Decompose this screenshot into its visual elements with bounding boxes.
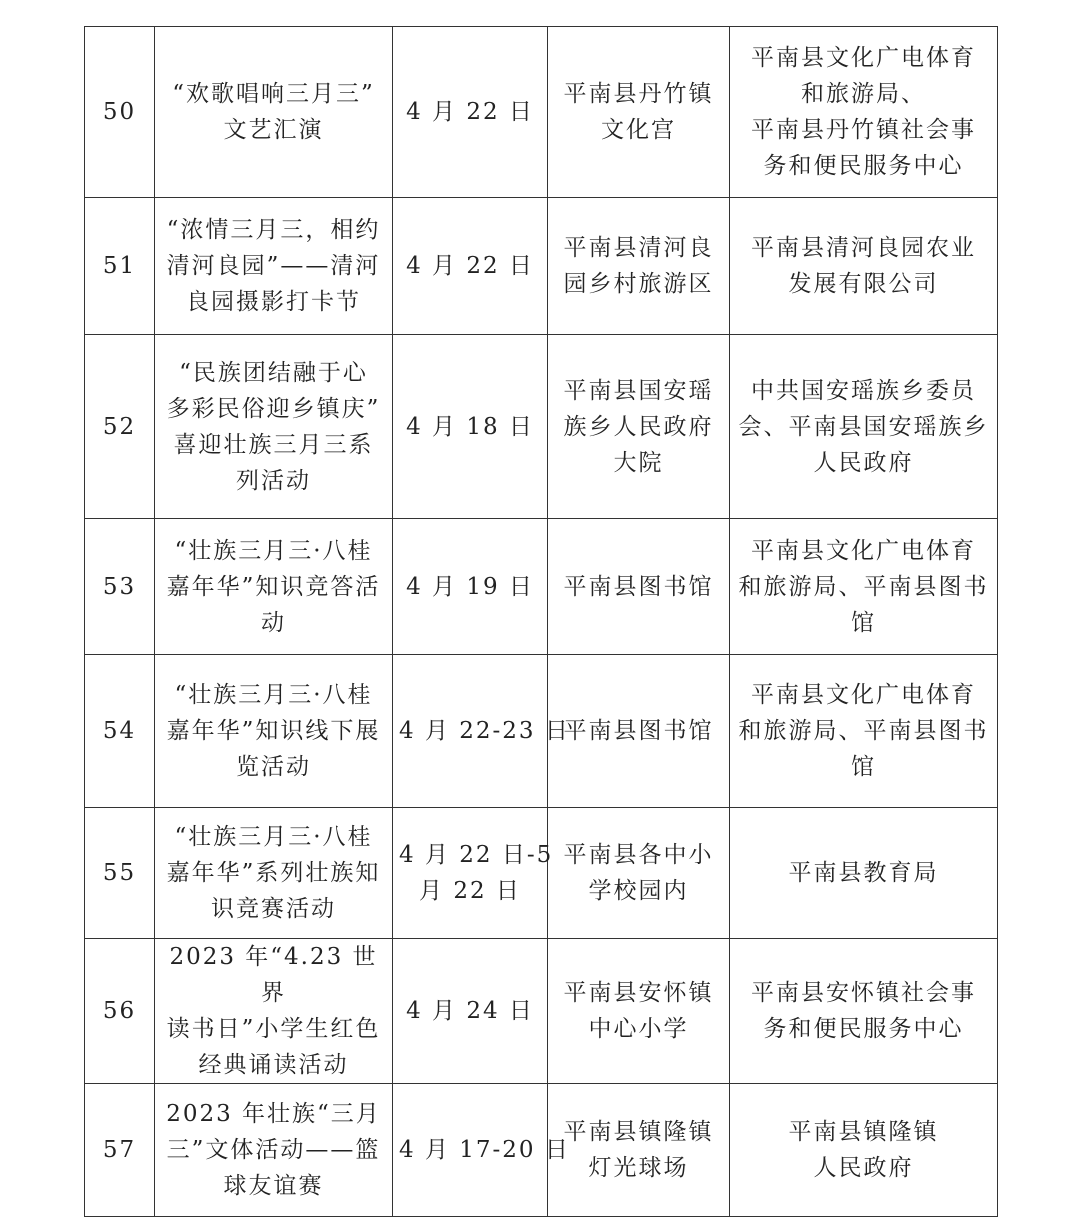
event-name-cell-line: 览活动 <box>236 754 311 780</box>
event-venue-cell-line: 平南县安怀镇 <box>563 980 714 1006</box>
event-date-cell-line: 4 月 18 日 <box>406 413 534 440</box>
event-venue-cell-line: 平南县图书馆 <box>563 573 714 600</box>
event-name-cell-line: 文艺汇演 <box>223 117 324 143</box>
table-row <box>85 1084 998 1217</box>
table-row <box>85 198 998 335</box>
row-number: 50 <box>85 27 155 198</box>
event-name-cell <box>155 335 393 519</box>
event-date-cell-line: 4 月 24 日 <box>406 998 534 1024</box>
event-organizer-cell-line: 和旅游局、平南县图书 <box>738 573 989 600</box>
event-name-cell-line: 经典诵读活动 <box>198 1052 349 1078</box>
event-venue-cell-line: 平南县丹竹镇 <box>563 81 714 107</box>
event-name-cell <box>155 939 393 1084</box>
event-organizer-cell-line: 馆 <box>851 609 876 636</box>
event-date-cell-line: 4 月 22-23 日 <box>399 718 570 744</box>
event-name-cell-line: 嘉年华”系列壮族知 <box>166 860 381 886</box>
table-row <box>85 939 998 1084</box>
row-number: 54 <box>85 655 155 808</box>
event-name-cell-line: 识竞赛活动 <box>211 896 336 922</box>
event-date-cell-line: 月 22 日 <box>419 878 521 904</box>
event-organizer-cell-line: 平南县丹竹镇社会事 <box>751 117 976 143</box>
event-organizer-cell-line: 平南县教育局 <box>788 860 939 886</box>
event-organizer-cell <box>730 198 998 335</box>
event-organizer-cell <box>730 939 998 1084</box>
event-date-cell <box>393 27 548 198</box>
event-venue-cell-line: 平南县国安瑶 <box>563 377 714 404</box>
event-venue-cell-line: 平南县图书馆 <box>563 718 714 744</box>
event-date-cell <box>393 939 548 1084</box>
event-date-cell-line: 4 月 22 日 <box>406 99 534 125</box>
event-name-cell-line: 读书日”小学生红色 <box>166 1016 381 1042</box>
event-organizer-cell-line: 平南县文化广电体育 <box>751 682 976 708</box>
event-venue-cell <box>548 335 730 519</box>
event-organizer-cell <box>730 519 998 655</box>
event-date-cell-line: 4 月 17-20 日 <box>399 1137 570 1163</box>
event-name-cell-line: 嘉年华”知识线下展 <box>166 718 381 744</box>
event-venue-cell <box>548 939 730 1084</box>
event-name-cell <box>155 27 393 198</box>
event-organizer-cell-line: 平南县安怀镇社会事 <box>751 980 976 1006</box>
event-venue-cell-line: 文化宫 <box>601 117 676 143</box>
row-number: 51 <box>85 198 155 335</box>
event-name-cell-line: “壮族三月三·八桂 <box>174 537 373 564</box>
row-number: 56 <box>85 939 155 1084</box>
table-row <box>85 808 998 939</box>
event-organizer-cell-line: 务和便民服务中心 <box>763 153 964 179</box>
event-name-cell-line: 2023 年壮族“三月 <box>166 1101 381 1127</box>
event-venue-cell-line: 园乡村旅游区 <box>563 271 714 297</box>
event-venue-cell-line: 族乡人民政府 <box>563 413 714 440</box>
event-organizer-cell <box>730 27 998 198</box>
event-name-cell-line: 球友谊赛 <box>223 1173 324 1199</box>
event-organizer-cell-line: 馆 <box>851 754 876 780</box>
event-organizer-cell <box>730 1084 998 1217</box>
event-name-cell-line: “民族团结融于心 <box>179 359 368 386</box>
event-name-cell-line: “壮族三月三·八桂 <box>174 824 373 850</box>
event-organizer-cell-line: 中共国安瑶族乡委员 <box>751 377 976 404</box>
event-name-cell-line: “壮族三月三·八桂 <box>174 682 373 708</box>
event-name-cell <box>155 198 393 335</box>
row-number: 55 <box>85 808 155 939</box>
event-organizer-cell-line: 和旅游局、 <box>801 81 926 107</box>
event-date-cell <box>393 1084 570 1217</box>
event-name-cell <box>155 1084 393 1217</box>
event-date-cell <box>393 335 548 519</box>
event-name-cell-line: 三”文体活动——篮 <box>166 1137 381 1163</box>
event-venue-cell-line: 平南县镇隆镇 <box>563 1119 714 1145</box>
event-venue-cell <box>548 27 730 198</box>
event-name-cell-line: 动 <box>261 609 286 636</box>
event-organizer-cell-line: 务和便民服务中心 <box>763 1016 964 1042</box>
event-name-cell-line: 良园摄影打卡节 <box>186 289 361 315</box>
event-date-cell <box>393 808 554 939</box>
event-name-cell <box>155 655 393 808</box>
event-organizer-cell-line: 会、平南县国安瑶族乡 <box>738 413 989 440</box>
event-organizer-cell-line: 人民政府 <box>813 449 914 476</box>
event-date-cell <box>393 198 548 335</box>
event-name-cell-line: “欢歌唱响三月三” <box>172 81 375 107</box>
event-venue-cell-line: 中心小学 <box>588 1016 689 1042</box>
event-organizer-cell-line: 人民政府 <box>813 1155 914 1181</box>
event-organizer-cell <box>730 335 998 519</box>
events-table-container <box>84 26 998 1217</box>
event-venue-cell <box>548 1084 730 1217</box>
event-name-cell <box>155 808 393 939</box>
event-venue-cell-line: 平南县清河良 <box>563 235 714 261</box>
event-date-cell-line: 4 月 19 日 <box>406 573 534 600</box>
event-name-cell-line: 喜迎壮族三月三系 <box>173 431 374 458</box>
events-table <box>84 26 998 1217</box>
event-name-cell-line: 多彩民俗迎乡镇庆” <box>166 395 381 422</box>
event-venue-cell-line: 大院 <box>613 449 664 476</box>
event-organizer-cell-line: 和旅游局、平南县图书 <box>738 718 989 744</box>
row-number: 53 <box>85 519 155 655</box>
event-venue-cell <box>548 808 730 939</box>
event-venue-cell <box>548 519 730 655</box>
events-table-body <box>85 27 998 1217</box>
event-venue-cell-line: 学校园内 <box>588 878 689 904</box>
event-venue-cell <box>548 198 730 335</box>
event-name-cell-line: 清河良园”——清河 <box>166 253 381 279</box>
row-number: 52 <box>85 335 155 519</box>
event-venue-cell-line: 平南县各中小 <box>563 842 714 868</box>
event-name-cell-line: 列活动 <box>236 467 311 494</box>
event-organizer-cell <box>730 655 998 808</box>
event-date-cell-line: 4 月 22 日-5 <box>399 842 554 868</box>
event-organizer-cell-line: 平南县镇隆镇 <box>788 1119 939 1145</box>
event-name-cell-line: 嘉年华”知识竞答活 <box>166 573 381 600</box>
event-organizer-cell-line: 平南县清河良园农业 <box>751 235 976 261</box>
event-date-cell-line: 4 月 22 日 <box>406 253 534 279</box>
event-name-cell <box>155 519 393 655</box>
event-name-cell-line: “浓情三月三，相约 <box>166 217 381 243</box>
event-date-cell <box>393 519 548 655</box>
event-organizer-cell-line: 发展有限公司 <box>788 271 939 297</box>
event-organizer-cell-line: 平南县文化广电体育 <box>751 45 976 71</box>
table-row <box>85 27 998 198</box>
event-venue-cell-line: 灯光球场 <box>588 1155 689 1181</box>
row-number: 57 <box>85 1084 155 1217</box>
table-row <box>85 655 998 808</box>
event-organizer-cell <box>730 808 998 939</box>
event-organizer-cell-line: 平南县文化广电体育 <box>751 537 976 564</box>
event-date-cell <box>393 655 570 808</box>
table-row <box>85 335 998 519</box>
event-name-cell-line: 2023 年“4.23 世界 <box>169 944 378 1006</box>
table-row <box>85 519 998 655</box>
event-venue-cell <box>548 655 730 808</box>
